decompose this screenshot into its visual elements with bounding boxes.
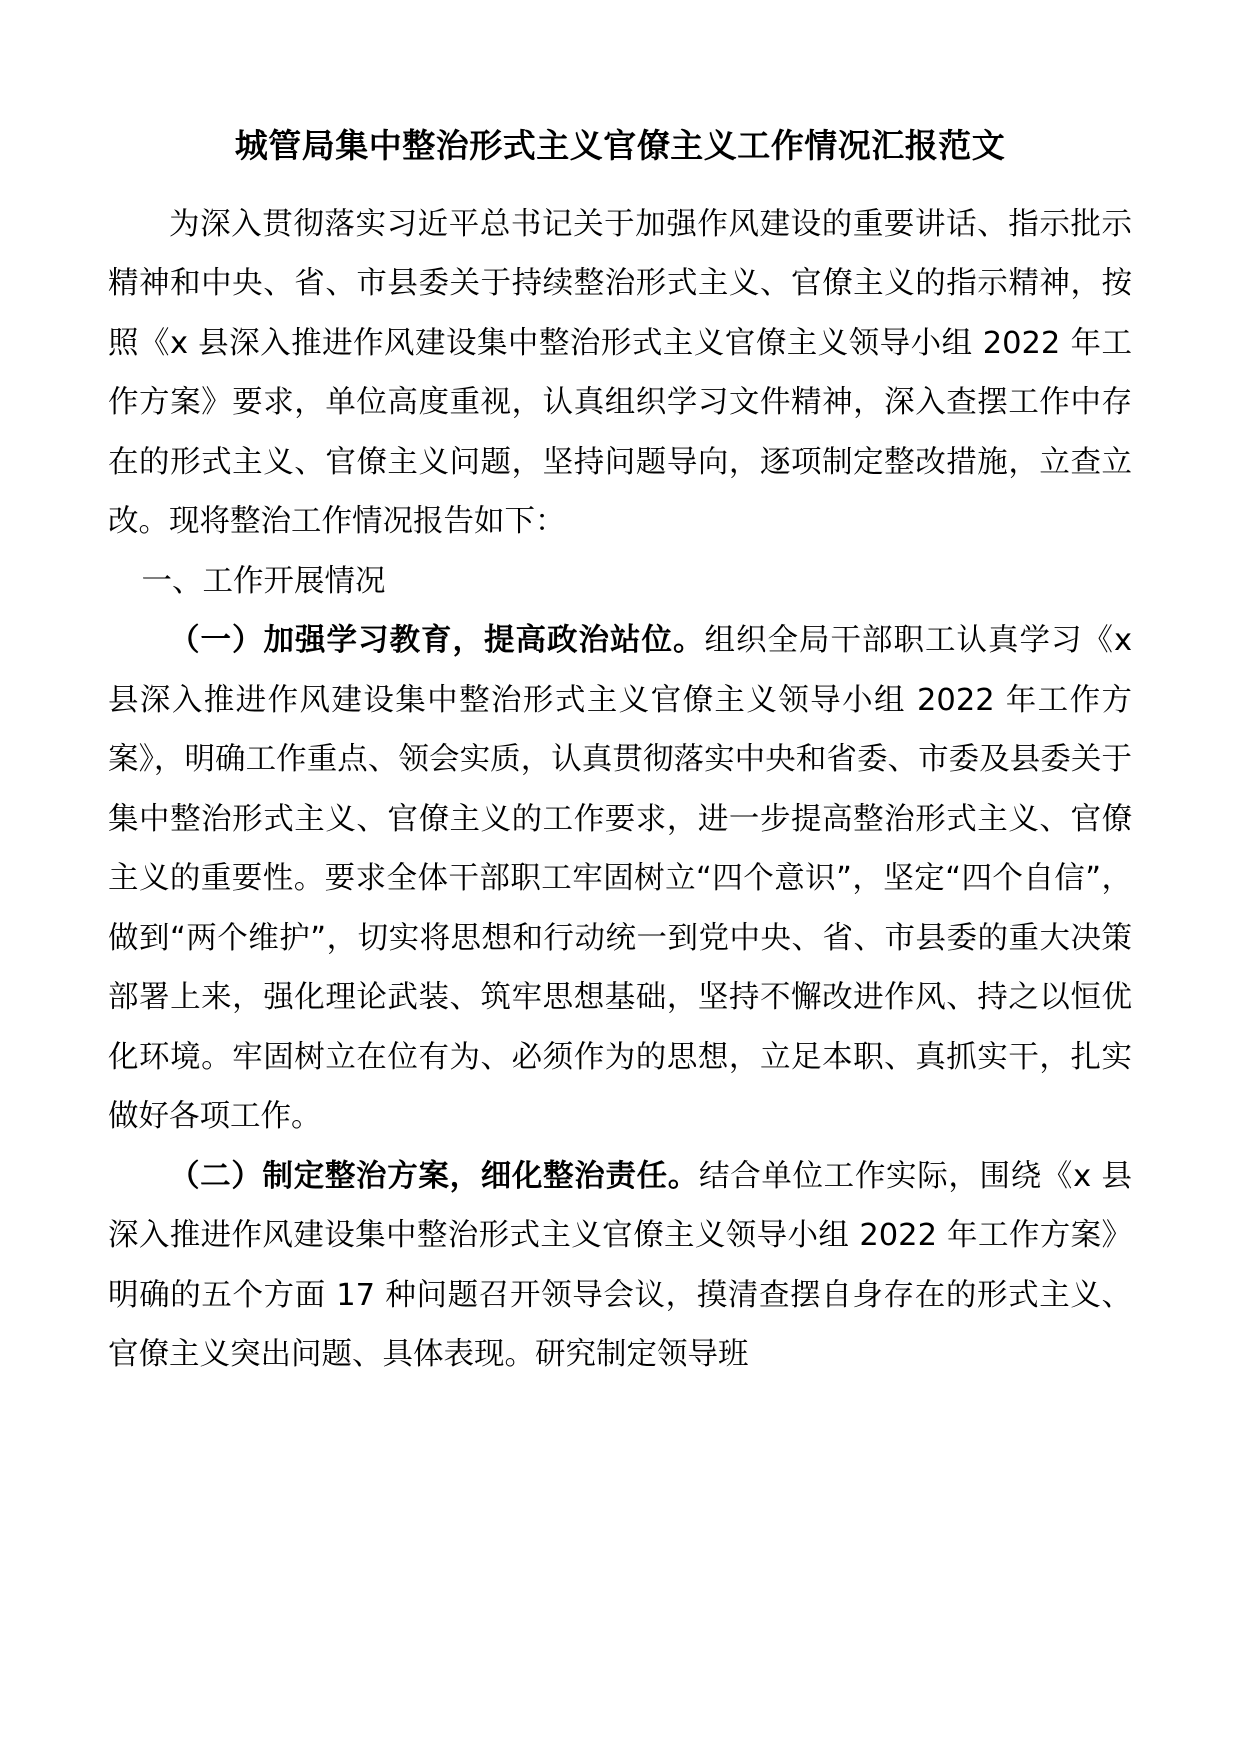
subsection-two-lead: （二）制定整治方案，细化整治责任。	[169, 1158, 699, 1194]
subsection-one-body: 组织全局干部职工认真学习《x 县深入推进作风建设集中整治形式主义官僚主义领导小组 2022 年工作方案》，明确工作重点、领会实质，认真贯彻落实中央和省委、市委及县委关于集中整治形式主义、官僚主义的工作要求，进一步提高整治形式主义、官僚主义的重要性。要求全体干部职工牢固树立“四个意识”，坚定“四个自信”，做到“两个维护”，切实将思想和行动统一到党中央、省、市县委的重大决策部署上来，强化理论武装、筑牢思想基础，坚持不懈改进作风、持之以恒优化环境。牢固树立在位有为、必须作为的思想，立足本职、真抓实干，扎实做好各项工作。	[108, 623, 1132, 1135]
page-title: 城管局集中整治形式主义官僚主义工作情况汇报范文	[234, 126, 1006, 165]
paragraph-subsection-two	[108, 1147, 1132, 1385]
document-body	[108, 0, 1132, 1385]
paragraph-intro: 为深入贯彻落实习近平总书记关于加强作风建设的重要讲话、指示批示精神和中央、省、市县委关于持续整治形式主义、官僚主义的指示精神，按照《x 县深入推进作风建设集中整治形式主义官僚主义领导小组 2022 年工作方案》要求，单位高度重视，认真组织学习文件精神，深入查摆工作中存在的形式主义、官僚主义问题，坚持问题导向，逐项制定整改措施，立查立改。现将整治工作情况报告如下：	[108, 206, 1132, 540]
subsection-two-body: 结合单位工作实际，围绕《x 县深入推进作风建设集中整治形式主义官僚主义领导小组 2022 年工作方案》明确的五个方面 17 种问题召开领导会议，摸清查摆自身存在的形式主义、官僚主义突出问题、具体表现。研究制定领导班	[108, 1158, 1132, 1373]
section-heading-one: 一、工作开展情况	[141, 563, 386, 599]
subsection-one-lead: （一）加强学习教育，提高政治站位。	[169, 623, 705, 659]
paragraph-subsection-one	[108, 611, 1132, 1147]
